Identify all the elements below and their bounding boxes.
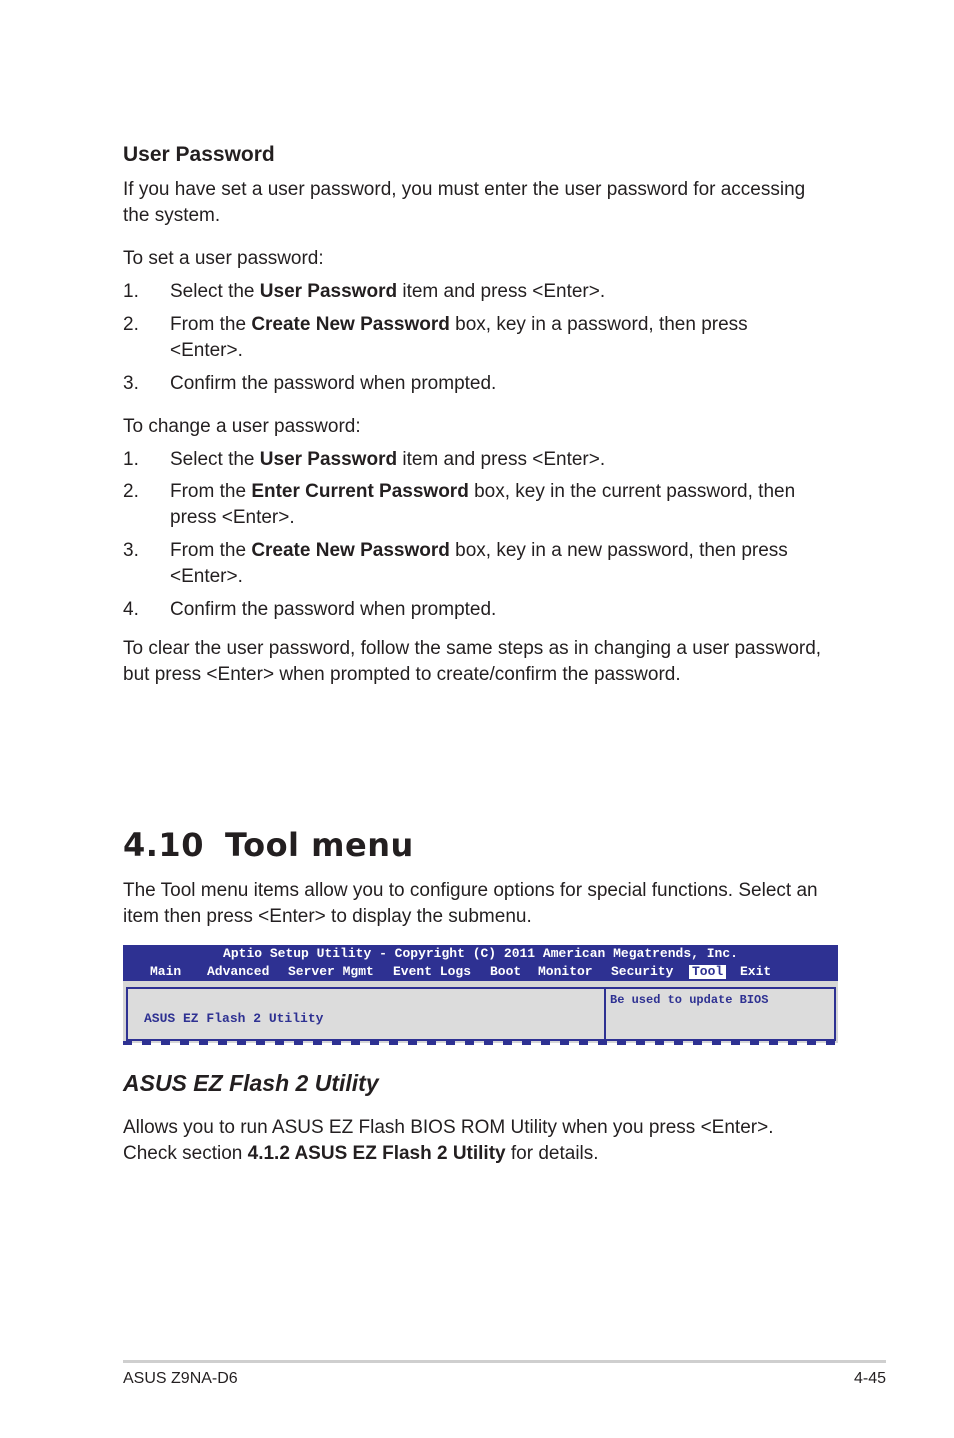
section-heading-user-password: User Password bbox=[123, 143, 275, 166]
ez-text: for details. bbox=[505, 1143, 599, 1164]
ez-line-2 bbox=[123, 1141, 853, 1167]
step-text: <Enter>. bbox=[170, 340, 243, 361]
intro-line-1: If you have set a user password, you must enter the user password for accessing bbox=[123, 179, 806, 200]
step-bold: Create New Password bbox=[251, 314, 450, 335]
tool-menu-description bbox=[123, 878, 853, 930]
bios-tab-exit[interactable]: Exit bbox=[740, 964, 772, 979]
list-number: 2. bbox=[123, 314, 139, 335]
ez-text: Check section bbox=[123, 1143, 248, 1164]
step-bold: Create New Password bbox=[251, 540, 450, 561]
ez-line-1: Allows you to run ASUS EZ Flash BIOS ROM Utility when you press <Enter>. bbox=[123, 1117, 774, 1138]
page-number: 4-45 bbox=[853, 1370, 886, 1387]
bios-tab-monitor[interactable]: Monitor bbox=[538, 964, 593, 979]
step-text: From the bbox=[170, 314, 252, 335]
bios-tab-event-logs[interactable]: Event Logs bbox=[393, 964, 472, 979]
footer-model: ASUS Z9NA-D6 bbox=[123, 1370, 238, 1387]
change-password-lead: To change a user password: bbox=[123, 416, 361, 437]
bios-tab-security[interactable]: Security bbox=[611, 964, 674, 979]
bios-cut-edge bbox=[123, 1041, 838, 1045]
ez-bold: 4.1.2 ASUS EZ Flash 2 Utility bbox=[247, 1143, 506, 1164]
step-text: Select the bbox=[170, 449, 260, 470]
desc-line-2: item then press <Enter> to display the submenu. bbox=[123, 906, 532, 927]
step-text: Confirm the password when prompted. bbox=[170, 373, 497, 394]
intro-line-2: the system. bbox=[123, 205, 221, 226]
footer-divider bbox=[123, 1360, 886, 1363]
list-number: 2. bbox=[123, 481, 139, 502]
set-password-lead: To set a user password: bbox=[123, 248, 324, 269]
intro-paragraph bbox=[123, 177, 853, 229]
step-bold: Enter Current Password bbox=[251, 481, 469, 502]
bios-tab-server-mgmt[interactable]: Server Mgmt bbox=[288, 964, 374, 979]
clear-paragraph bbox=[123, 636, 853, 688]
bios-help-text: Be used to update BIOS bbox=[610, 993, 769, 1007]
step-text: box, key in a new password, then press bbox=[449, 540, 788, 561]
step-text: box, key in the current password, then bbox=[468, 481, 796, 502]
bios-body bbox=[123, 981, 838, 1043]
step-text: Confirm the password when prompted. bbox=[170, 599, 497, 620]
step-text: From the bbox=[170, 540, 252, 561]
step-bold: User Password bbox=[259, 449, 398, 470]
step-text: Select the bbox=[170, 281, 260, 302]
bios-menu-bar bbox=[123, 963, 838, 981]
step-text: press <Enter>. bbox=[170, 507, 295, 528]
step-text: item and press <Enter>. bbox=[397, 281, 606, 302]
step-text: item and press <Enter>. bbox=[397, 449, 606, 470]
list-number: 1. bbox=[123, 449, 139, 470]
section-title: Tool menu bbox=[225, 826, 414, 864]
step-text: <Enter>. bbox=[170, 566, 243, 587]
section-heading-tool-menu bbox=[123, 826, 414, 864]
desc-line-1: The Tool menu items allow you to configure options for special functions. Select an bbox=[123, 880, 818, 901]
bios-tab-advanced[interactable]: Advanced bbox=[207, 964, 270, 979]
bios-item-ez-flash[interactable]: ASUS EZ Flash 2 Utility bbox=[144, 1011, 324, 1026]
bios-frame bbox=[126, 987, 836, 1041]
list-number: 3. bbox=[123, 540, 139, 561]
subsection-heading-ez-flash: ASUS EZ Flash 2 Utility bbox=[123, 1070, 379, 1096]
bios-tab-tool[interactable]: Tool bbox=[689, 965, 726, 979]
list-number: 1. bbox=[123, 281, 139, 302]
clear-line-1: To clear the user password, follow the same steps as in changing a user password, bbox=[123, 638, 822, 659]
list-number: 3. bbox=[123, 373, 139, 394]
step-text: box, key in a password, then press bbox=[449, 314, 748, 335]
clear-line-2: but press <Enter> when prompted to create/confirm the password. bbox=[123, 664, 681, 685]
bios-title: Aptio Setup Utility - Copyright (C) 2011 American Megatrends, Inc. bbox=[223, 946, 738, 961]
list-number: 4. bbox=[123, 599, 139, 620]
ez-flash-paragraph bbox=[123, 1115, 853, 1167]
step-bold: User Password bbox=[259, 281, 398, 302]
bios-screenshot bbox=[123, 945, 838, 1047]
bios-divider bbox=[604, 989, 606, 1039]
bios-tab-boot[interactable]: Boot bbox=[490, 964, 522, 979]
bios-header bbox=[123, 945, 838, 981]
step-text: From the bbox=[170, 481, 252, 502]
section-number: 4.10 bbox=[123, 826, 204, 864]
bios-tab-main[interactable]: Main bbox=[150, 964, 182, 979]
